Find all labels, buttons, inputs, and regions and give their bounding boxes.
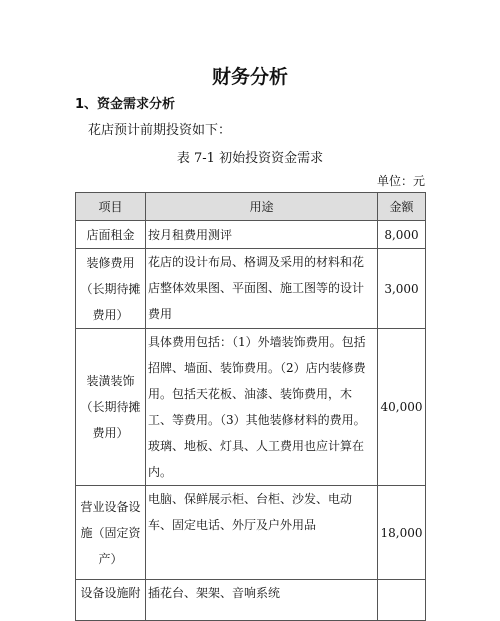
row-item: 设备设施附 [76, 580, 146, 621]
investment-table [75, 192, 426, 621]
header-item: 项目 [76, 193, 146, 221]
table-caption: 表 7-1 初始投资资金需求 [176, 151, 324, 166]
row-amount: 3,000 [378, 249, 426, 329]
unit-label: 单位：元 [376, 174, 425, 188]
row-item: 营业设备设施（固定资产） [76, 486, 146, 580]
table-row [76, 221, 426, 249]
row-amount [378, 580, 426, 621]
header-use: 用途 [146, 193, 378, 221]
table-row [76, 329, 426, 486]
row-use: 按月租费用测评 [146, 221, 378, 249]
table-row [76, 580, 426, 621]
table-row [76, 486, 426, 580]
row-amount: 40,000 [378, 329, 426, 486]
intro-text: 花店预计前期投资如下： [88, 123, 232, 138]
document-title: 财务分析 [211, 66, 288, 88]
header-amount: 金额 [378, 193, 426, 221]
section-heading: 1、资金需求分析 [75, 97, 176, 112]
table-header-row [76, 193, 426, 221]
row-use: 具体费用包括：（1）外墙装饰费用。包括招牌、墙面、装饰费用。（2）店内装修费用。包括天花板、油漆、装饰费用，木工、等费用。（3）其他装修材料的费用。玻璃、地板、灯具、人工费用也应计算在内。 [146, 329, 378, 486]
row-amount: 18,000 [378, 486, 426, 580]
row-use: 电脑、保鲜展示柜、台柜、沙发、电动车、固定电话、外厅及户外用品 [146, 486, 378, 580]
row-item: 店面租金 [76, 221, 146, 249]
table-row [76, 249, 426, 329]
row-item: 装修费用（长期待摊费用） [76, 249, 146, 329]
row-use: 花店的设计布局、格调及采用的材料和花店整体效果图、平面图、施工图等的设计费用 [146, 249, 378, 329]
row-item: 装潢装饰（长期待摊费用） [76, 329, 146, 486]
row-use: 插花台、架架、音响系统 [146, 580, 378, 621]
row-amount: 8,000 [378, 221, 426, 249]
